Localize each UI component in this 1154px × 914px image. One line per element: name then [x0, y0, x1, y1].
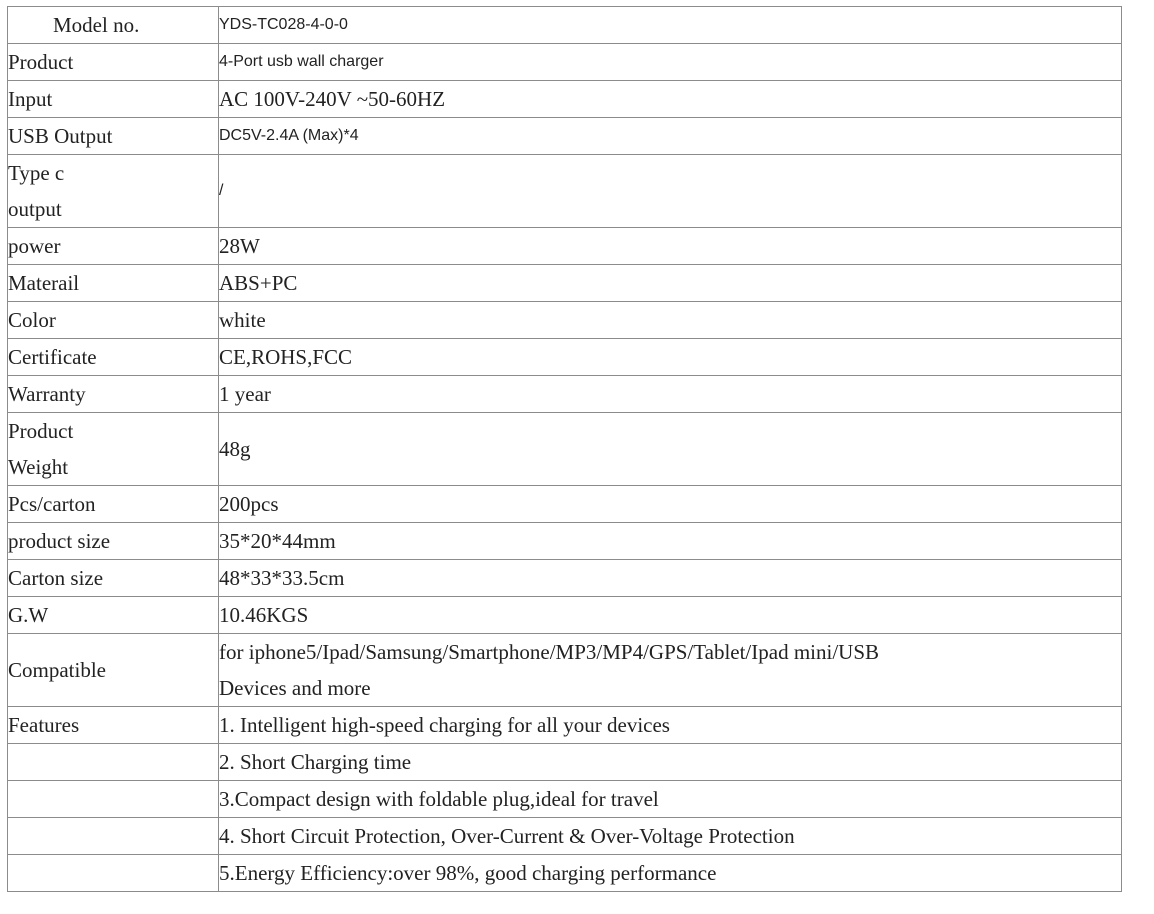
label-material: Materail	[8, 265, 219, 302]
label-empty	[8, 744, 219, 781]
value-product: 4-Port usb wall charger	[219, 44, 1122, 81]
table-row-type-c-output	[8, 155, 1122, 228]
table-row-feature	[8, 855, 1122, 892]
label-empty	[8, 781, 219, 818]
table-row-pcs-carton	[8, 486, 1122, 523]
value-power: 28W	[219, 228, 1122, 265]
label-color: Color	[8, 302, 219, 339]
table-row-product	[8, 44, 1122, 81]
value-warranty: 1 year	[219, 376, 1122, 413]
table-row-features	[8, 707, 1122, 744]
feature-item: 3.Compact design with foldable plug,ideal for travel	[219, 781, 1122, 818]
value-compatible	[219, 634, 1122, 707]
label-product-weight-line-2: Weight	[8, 455, 69, 479]
value-compatible-line-2: Devices and more	[219, 676, 371, 700]
label-input: Input	[8, 81, 219, 118]
value-pcs-carton: 200pcs	[219, 486, 1122, 523]
value-model-no: YDS-TC028-4-0-0	[219, 7, 1122, 44]
value-input: AC 100V-240V ~50-60HZ	[219, 81, 1122, 118]
label-type-c-line-1: Type c	[8, 161, 65, 185]
label-power: power	[8, 228, 219, 265]
table-row-material	[8, 265, 1122, 302]
value-product-weight: 48g	[219, 413, 1122, 486]
table-row-certificate	[8, 339, 1122, 376]
table-row-product-size	[8, 523, 1122, 560]
label-product-size: product size	[8, 523, 219, 560]
feature-item: 1. Intelligent high-speed charging for all your devices	[219, 707, 1122, 744]
value-compatible-line-1: for iphone5/Ipad/Samsung/Smartphone/MP3/MP4/GPS/Tablet/Ipad mini/USB	[219, 640, 880, 664]
table-row-feature	[8, 781, 1122, 818]
label-warranty: Warranty	[8, 376, 219, 413]
feature-item: 5.Energy Efficiency:over 98%, good charging performance	[219, 855, 1122, 892]
label-carton-size: Carton size	[8, 560, 219, 597]
label-gross-weight: G.W	[8, 597, 219, 634]
table-row-power	[8, 228, 1122, 265]
table-row-color	[8, 302, 1122, 339]
table-row-warranty	[8, 376, 1122, 413]
table-row-product-weight	[8, 413, 1122, 486]
label-product-weight	[8, 413, 219, 486]
table-row-usb-output	[8, 118, 1122, 155]
table-row-feature	[8, 818, 1122, 855]
table-row-gross-weight	[8, 597, 1122, 634]
table-row-compatible	[8, 634, 1122, 707]
label-features: Features	[8, 707, 219, 744]
label-certificate: Certificate	[8, 339, 219, 376]
label-compatible: Compatible	[8, 634, 219, 707]
label-model-no: Model no.	[8, 7, 219, 44]
table-row-carton-size	[8, 560, 1122, 597]
label-type-c-line-2: output	[8, 197, 62, 221]
label-empty	[8, 855, 219, 892]
label-pcs-carton: Pcs/carton	[8, 486, 219, 523]
value-certificate: CE,ROHS,FCC	[219, 339, 1122, 376]
label-product-weight-line-1: Product	[8, 419, 74, 443]
table-row-feature	[8, 744, 1122, 781]
value-color: white	[219, 302, 1122, 339]
table-row-input	[8, 81, 1122, 118]
value-carton-size: 48*33*33.5cm	[219, 560, 1122, 597]
value-product-size: 35*20*44mm	[219, 523, 1122, 560]
feature-item: 4. Short Circuit Protection, Over-Current & Over-Voltage Protection	[219, 818, 1122, 855]
label-usb-output: USB Output	[8, 118, 219, 155]
value-gross-weight: 10.46KGS	[219, 597, 1122, 634]
value-type-c-output: /	[219, 155, 1122, 228]
feature-item: 2. Short Charging time	[219, 744, 1122, 781]
label-empty	[8, 818, 219, 855]
value-material: ABS+PC	[219, 265, 1122, 302]
value-usb-output: DC5V-2.4A (Max)*4	[219, 118, 1122, 155]
table-row-model-no	[8, 7, 1122, 44]
label-type-c-output	[8, 155, 219, 228]
label-product: Product	[8, 44, 219, 81]
spec-table	[7, 6, 1122, 892]
